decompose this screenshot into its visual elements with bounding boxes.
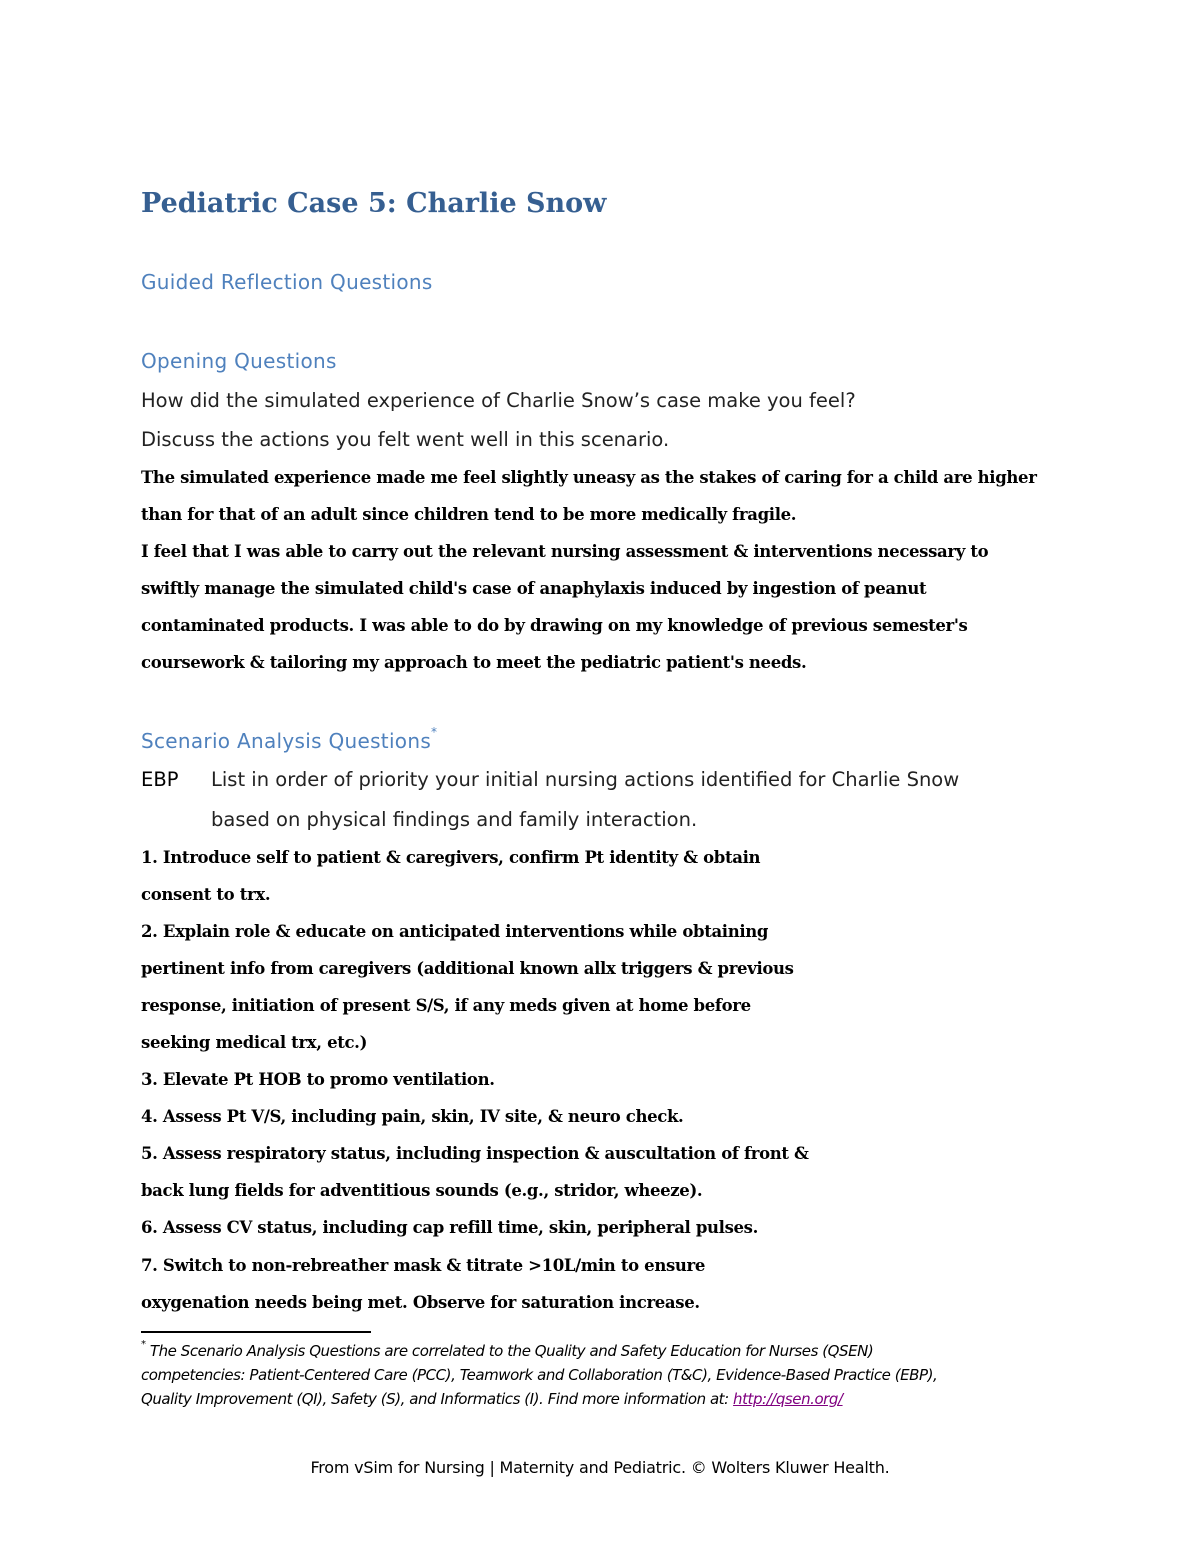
ebp-question-line-2: based on physical findings and family interaction. [211, 808, 698, 831]
opening-questions-heading: Opening Questions [141, 349, 337, 373]
footnote-line-3 [141, 1390, 843, 1408]
footnote-text-3: Quality Improvement (QI), Safety (S), and Informatics (I). Find more information at: [141, 1390, 734, 1408]
opening-answer-line: than for that of an adult since children tend to be more medically fragile. [141, 505, 797, 524]
opening-answer-line: swiftly manage the simulated child's case of anaphylaxis induced by ingestion of peanut [141, 579, 927, 598]
opening-question-2: Discuss the actions you felt went well in this scenario. [141, 428, 670, 451]
scenario-answer-line: response, initiation of present S/S, if any meds given at home before [141, 996, 751, 1015]
opening-answer-line: coursework & tailoring my approach to meet the pediatric patient's needs. [141, 653, 807, 672]
footnote-separator [141, 1331, 371, 1333]
opening-question-1: How did the simulated experience of Charlie Snow’s case make you feel? [141, 389, 856, 412]
scenario-analysis-heading-text: Scenario Analysis Questions [141, 729, 432, 753]
opening-answer-line: contaminated products. I was able to do by drawing on my knowledge of previous semester's [141, 616, 968, 635]
page-footer: From vSim for Nursing | Maternity and Pediatric. © Wolters Kluwer Health. [310, 1458, 890, 1477]
scenario-answer-line: consent to trx. [141, 885, 271, 904]
scenario-answer-line: pertinent info from caregivers (additional known allx triggers & previous [141, 959, 794, 978]
scenario-answer-line: 1. Introduce self to patient & caregivers, confirm Pt identity & obtain [141, 848, 761, 867]
scenario-answer-line: 2. Explain role & educate on anticipated interventions while obtaining [141, 922, 769, 941]
footnote-marker: * [141, 1339, 146, 1350]
document-subtitle: Guided Reflection Questions [141, 270, 433, 294]
scenario-answer-line: 6. Assess CV status, including cap refill time, skin, peripheral pulses. [141, 1218, 759, 1237]
scenario-answer-line: oxygenation needs being met. Observe for saturation increase. [141, 1293, 700, 1312]
footnote-text-1: The Scenario Analysis Questions are correlated to the Quality and Safety Education for Nurses (QSEN) [149, 1342, 874, 1360]
footnote-line-1 [141, 1339, 874, 1360]
footnote-line-2: competencies: Patient-Centered Care (PCC), Teamwork and Collaboration (T&C), Evidence-Based Practice (EBP), [141, 1366, 938, 1384]
opening-answer-line: The simulated experience made me feel slightly uneasy as the stakes of caring for a child are higher [141, 468, 1037, 487]
ebp-question-line-1: List in order of priority your initial nursing actions identified for Charlie Snow [211, 768, 960, 791]
document-title: Pediatric Case 5: Charlie Snow [141, 188, 607, 219]
ebp-competency-tag: EBP [141, 768, 179, 791]
scenario-answer-line: 3. Elevate Pt HOB to promo ventilation. [141, 1070, 495, 1089]
scenario-answer-line: 7. Switch to non-rebreather mask & titrate >10L/min to ensure [141, 1256, 706, 1275]
scenario-answer-line: 4. Assess Pt V/S, including pain, skin, IV site, & neuro check. [141, 1107, 684, 1126]
footnote-reference-marker: * [431, 725, 438, 740]
opening-answer-line: I feel that I was able to carry out the relevant nursing assessment & interventions necessary to [141, 542, 989, 561]
scenario-answer-line: seeking medical trx, etc.) [141, 1033, 368, 1052]
qsen-link[interactable]: http://qsen.org/ [733, 1390, 843, 1408]
scenario-analysis-heading [141, 725, 438, 753]
scenario-answer-line: 5. Assess respiratory status, including inspection & auscultation of front & [141, 1144, 809, 1163]
scenario-answer-line: back lung fields for adventitious sounds (e.g., stridor, wheeze). [141, 1181, 703, 1200]
